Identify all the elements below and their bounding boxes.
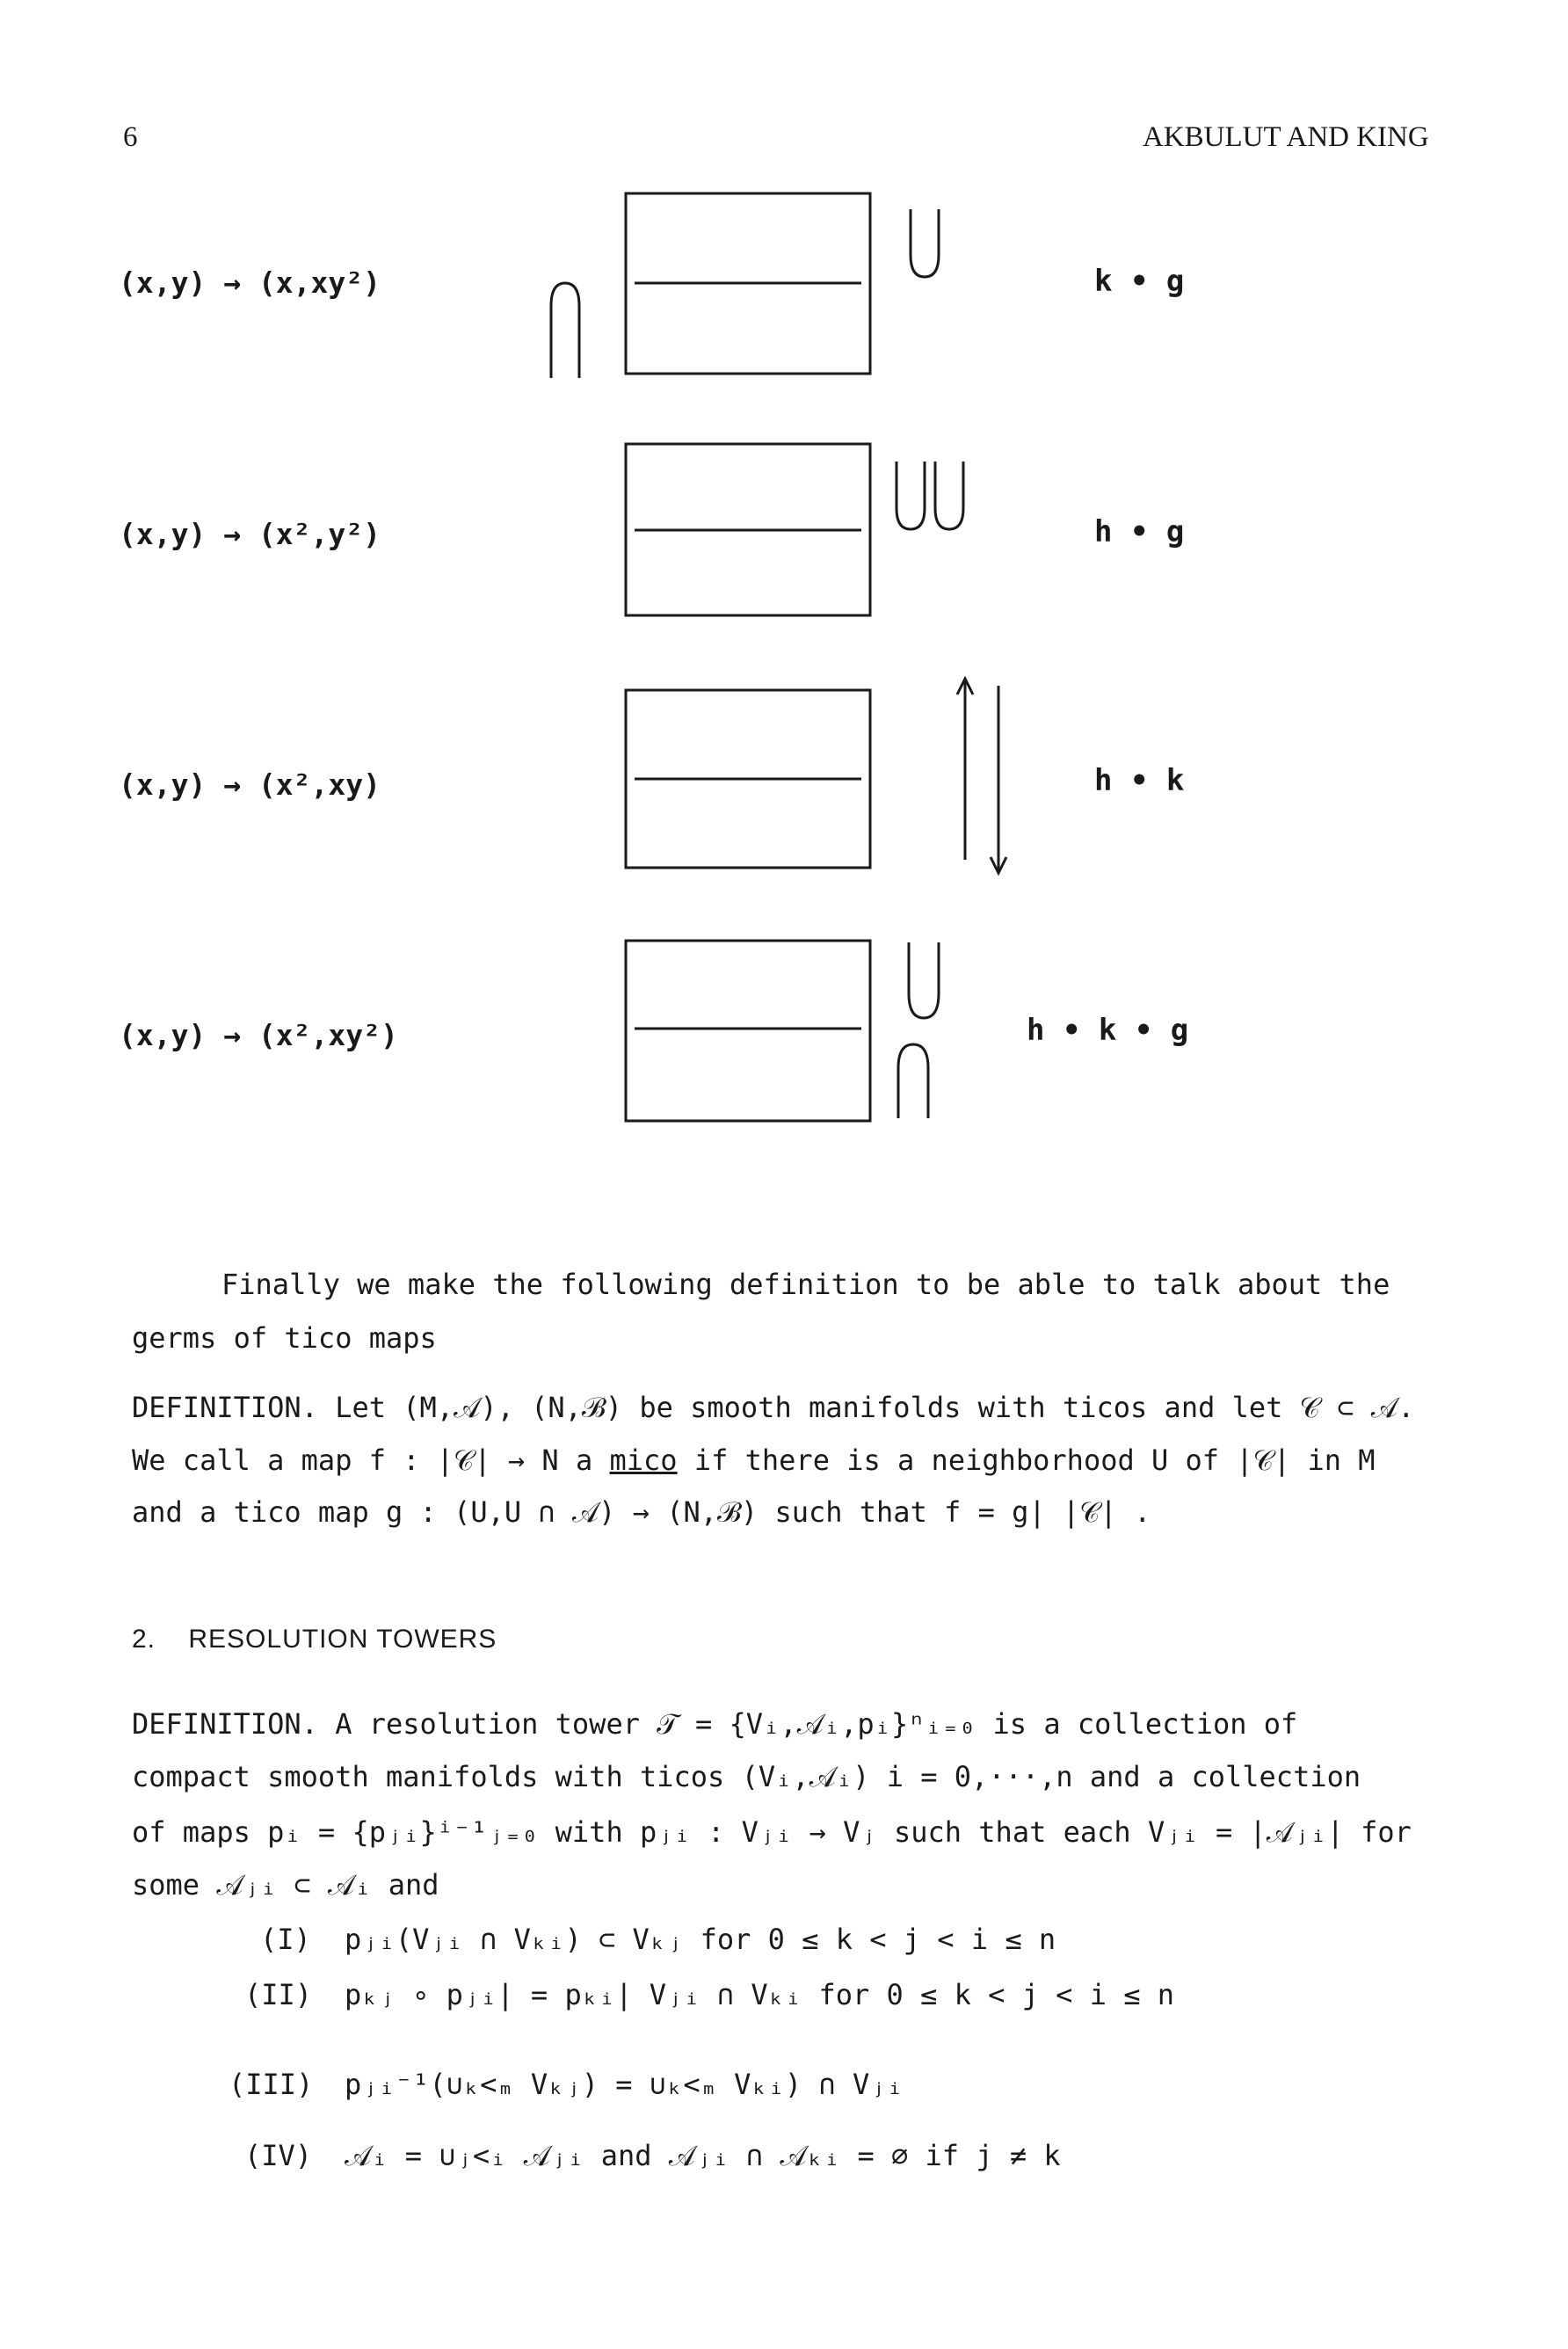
page-number: 6 <box>123 121 138 153</box>
label-row-2: h • g <box>1094 514 1185 549</box>
definition-1-line-2: We call a map f : |𝒞| → N a mico if there is a neighborhood U of |𝒞| in M <box>132 1444 1376 1477</box>
running-head: AKBULUT AND KING <box>1143 121 1429 153</box>
condition-1-number: (I) <box>260 1923 311 1956</box>
definition-2-line-1: DEFINITION. A resolution tower 𝒯 = {Vᵢ,𝒜ᵢ,pᵢ}ⁿᵢ₌₀ is a collection of <box>132 1707 1298 1741</box>
map-row-4: (x,y) → (x²,xy²) <box>119 1018 398 1052</box>
condition-4-number: (IV) <box>244 2139 313 2172</box>
definition-2-line-4: some 𝒜ⱼᵢ ⊂ 𝒜ᵢ and <box>132 1868 439 1902</box>
intro-line-2: germs of tico maps <box>132 1321 437 1355</box>
map-row-3: (x,y) → (x²,xy) <box>119 767 381 802</box>
condition-3-text: pⱼᵢ⁻¹(∪ₖ<ₘ Vₖⱼ) = ∪ₖ<ₘ Vₖᵢ) ∩ Vⱼᵢ <box>345 2068 904 2101</box>
definition-2-line-2: compact smooth manifolds with ticos (Vᵢ,𝒜ᵢ) i = 0,···,n and a collection <box>132 1760 1361 1793</box>
figure-diagrams <box>0 0 1568 1143</box>
map-row-2: (x,y) → (x²,y²) <box>119 517 381 551</box>
condition-3-number: (III) <box>229 2068 314 2101</box>
definition-2-line-3: of maps pᵢ = {pⱼᵢ}ⁱ⁻¹ⱼ₌₀ with pⱼᵢ : Vⱼᵢ → Vⱼ such that each Vⱼᵢ = |𝒜ⱼᵢ| for <box>132 1815 1412 1849</box>
condition-4-text: 𝒜ᵢ = ∪ⱼ<ᵢ 𝒜ⱼᵢ and 𝒜ⱼᵢ ∩ 𝒜ₖᵢ = ∅ if j ≠ k <box>345 2139 1061 2172</box>
map-row-1: (x,y) → (x,xy²) <box>119 265 381 300</box>
section-number: 2. <box>132 1625 156 1654</box>
label-row-1: k • g <box>1094 264 1185 299</box>
section-title: RESOLUTION TOWERS <box>188 1625 497 1654</box>
label-row-3: h • k <box>1094 763 1185 798</box>
condition-2-text: pₖⱼ ∘ pⱼᵢ| = pₖᵢ| Vⱼᵢ ∩ Vₖᵢ for 0 ≤ k < j < i ≤ n <box>345 1978 1175 2011</box>
definition-1-line-3: and a tico map g : (U,U ∩ 𝒜) → (N,ℬ) such that f = g| |𝒞| . <box>132 1495 1151 1529</box>
fold-diagram-row-3 <box>626 679 1006 873</box>
fold-diagram-row-1 <box>551 193 939 378</box>
fold-diagram-row-4 <box>626 941 939 1121</box>
condition-1-text: pⱼᵢ(Vⱼᵢ ∩ Vₖᵢ) ⊂ Vₖⱼ for 0 ≤ k < j < i ≤ n <box>345 1923 1056 1956</box>
section-heading <box>132 1625 497 1654</box>
term-mico: mico <box>609 1444 678 1477</box>
label-row-4: h • k • g <box>1027 1013 1189 1048</box>
intro-line-1: Finally we make the following definition to be able to talk about the <box>221 1268 1390 1301</box>
fold-diagram-row-2 <box>626 444 963 615</box>
condition-2-number: (II) <box>244 1978 313 2011</box>
definition-1-line-1: DEFINITION. Let (M,𝒜), (N,ℬ) be smooth manifolds with ticos and let 𝒞 ⊂ 𝒜. <box>132 1391 1415 1424</box>
